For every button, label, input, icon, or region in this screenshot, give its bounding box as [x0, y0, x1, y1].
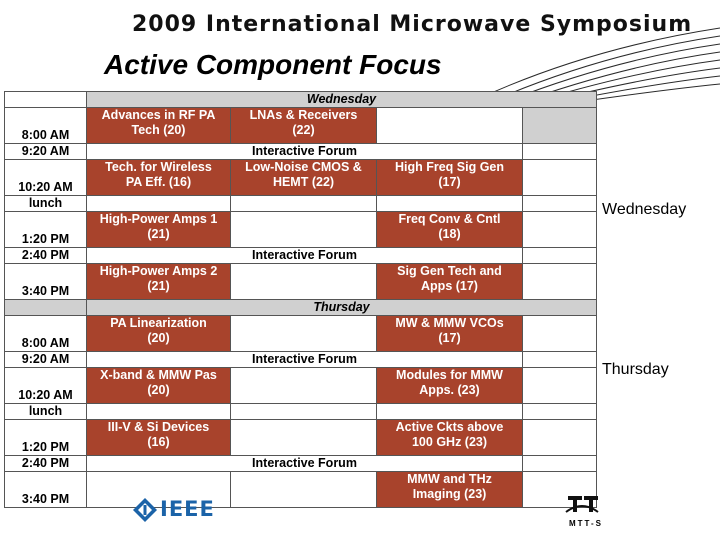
- session-high-freq-sig-gen: [377, 160, 523, 196]
- interactive-forum: Interactive Forum: [87, 352, 523, 368]
- interactive-forum: Interactive Forum: [87, 248, 523, 264]
- session-title: X-band & MMW Pas: [100, 368, 217, 382]
- session-freq-conv-cntl: [377, 212, 523, 248]
- session-count: (22): [292, 123, 315, 137]
- session-title: Sig Gen Tech and: [397, 264, 502, 278]
- session-count: (16): [147, 435, 170, 449]
- session-title: MW & MMW VCOs: [395, 316, 504, 330]
- session-title: Active Ckts above: [395, 420, 504, 434]
- table-row: [5, 160, 597, 196]
- session-count: (17): [438, 331, 461, 345]
- empty-slot: [87, 196, 231, 212]
- empty-slot: [87, 404, 231, 420]
- empty-slot: [231, 472, 377, 508]
- table-row: [5, 212, 597, 248]
- session-count: Imaging (23): [412, 487, 487, 501]
- interactive-forum: Interactive Forum: [87, 456, 523, 472]
- table-row: [5, 144, 597, 160]
- session-advances-rf-pa: [87, 108, 231, 144]
- day-header-thursday: Thursday: [87, 300, 597, 316]
- empty-slot: [231, 420, 377, 456]
- time-label: 1:20 PM: [5, 420, 87, 456]
- day-header-wednesday: Wednesday: [87, 92, 597, 108]
- corner-cell: [5, 300, 87, 316]
- session-title: Low-Noise CMOS &: [245, 160, 362, 174]
- session-mmw-thz-imaging: [377, 472, 523, 508]
- session-title: High-Power Amps 2: [99, 264, 218, 278]
- session-title: LNAs & Receivers: [249, 108, 358, 122]
- table-row: [5, 316, 597, 352]
- empty-slot: [523, 144, 597, 160]
- session-count: (20): [147, 331, 170, 345]
- table-row: [5, 368, 597, 404]
- table-row: [5, 456, 597, 472]
- banner: [0, 0, 720, 100]
- empty-slot: [523, 196, 597, 212]
- page-title: Active Component Focus: [100, 49, 446, 81]
- session-mw-mmw-vcos: [377, 316, 523, 352]
- time-label: 8:00 AM: [5, 316, 87, 352]
- session-title: III-V & Si Devices: [107, 420, 210, 434]
- time-label: 10:20 AM: [5, 160, 87, 196]
- side-label-thursday: Thursday: [602, 361, 669, 378]
- table-row: [5, 404, 597, 420]
- empty-slot: [523, 368, 597, 404]
- empty-slot: [231, 264, 377, 300]
- session-title: MMW and THz: [407, 472, 492, 486]
- session-pa-linearization: [87, 316, 231, 352]
- session-lnas-receivers: [231, 108, 377, 144]
- session-count: (18): [438, 227, 461, 241]
- schedule-table: [4, 91, 597, 508]
- time-label: lunch: [5, 404, 87, 420]
- session-title: High-Power Amps 1: [99, 212, 218, 226]
- empty-slot: [523, 212, 597, 248]
- session-sig-gen-tech: [377, 264, 523, 300]
- session-count: Tech (20): [131, 123, 186, 137]
- mtt-s-logo-text: MTT-S: [569, 519, 603, 528]
- session-iii-v-si-devices: [87, 420, 231, 456]
- time-label: 9:20 AM: [5, 144, 87, 160]
- session-count: (21): [147, 279, 170, 293]
- grey-slot: [523, 108, 597, 144]
- empty-slot: [523, 248, 597, 264]
- corner-cell: [5, 92, 87, 108]
- session-x-band-mmw-pas: [87, 368, 231, 404]
- time-label: 2:40 PM: [5, 248, 87, 264]
- table-row: [5, 196, 597, 212]
- session-count: (20): [147, 383, 170, 397]
- session-high-power-amps-1: [87, 212, 231, 248]
- empty-slot: [231, 212, 377, 248]
- table-row: [5, 264, 597, 300]
- time-label: 9:20 AM: [5, 352, 87, 368]
- empty-slot: [377, 108, 523, 144]
- interactive-forum: Interactive Forum: [87, 144, 523, 160]
- empty-slot: [523, 404, 597, 420]
- session-title: Tech. for Wireless: [105, 160, 212, 174]
- table-row: [5, 420, 597, 456]
- time-label: lunch: [5, 196, 87, 212]
- empty-slot: [377, 404, 523, 420]
- time-label: 3:40 PM: [5, 264, 87, 300]
- time-label: 3:40 PM: [5, 472, 87, 508]
- table-row: [5, 352, 597, 368]
- session-title: Modules for MMW: [396, 368, 503, 382]
- session-modules-mmw-apps: [377, 368, 523, 404]
- empty-slot: [377, 196, 523, 212]
- session-active-ckts-100ghz: [377, 420, 523, 456]
- ieee-diamond-icon: [132, 497, 158, 523]
- empty-slot: [231, 196, 377, 212]
- empty-slot: [523, 316, 597, 352]
- session-count: Apps. (23): [419, 383, 480, 397]
- empty-slot: [523, 420, 597, 456]
- empty-slot: [231, 404, 377, 420]
- session-low-noise-cmos: [231, 160, 377, 196]
- session-count: Apps (17): [421, 279, 478, 293]
- symposium-title: 2009 International Microwave Symposium: [132, 12, 693, 37]
- time-label: 10:20 AM: [5, 368, 87, 404]
- empty-slot: [523, 264, 597, 300]
- day-header-row: [5, 92, 597, 108]
- session-title: PA Linearization: [110, 316, 207, 330]
- time-label: 8:00 AM: [5, 108, 87, 144]
- empty-slot: [231, 316, 377, 352]
- session-count: (17): [438, 175, 461, 189]
- session-wireless-pa-eff: [87, 160, 231, 196]
- session-count: 100 GHz (23): [411, 435, 488, 449]
- table-row: [5, 472, 597, 508]
- time-label: 2:40 PM: [5, 456, 87, 472]
- session-count: (21): [147, 227, 170, 241]
- day-header-row: [5, 300, 597, 316]
- session-count: PA Eff. (16): [125, 175, 192, 189]
- session-title: Freq Conv & Cntl: [398, 212, 501, 226]
- empty-slot: [523, 456, 597, 472]
- table-row: [5, 248, 597, 264]
- session-title: Advances in RF PA: [101, 108, 216, 122]
- side-label-wednesday: Wednesday: [602, 201, 687, 218]
- time-label: 1:20 PM: [5, 212, 87, 248]
- empty-slot: [231, 368, 377, 404]
- session-title: High Freq Sig Gen: [394, 160, 505, 174]
- empty-slot: [523, 160, 597, 196]
- table-row: [5, 108, 597, 144]
- session-count: HEMT (22): [272, 175, 335, 189]
- empty-slot: [523, 352, 597, 368]
- ieee-logo-text: IEEE: [160, 497, 215, 521]
- session-high-power-amps-2: [87, 264, 231, 300]
